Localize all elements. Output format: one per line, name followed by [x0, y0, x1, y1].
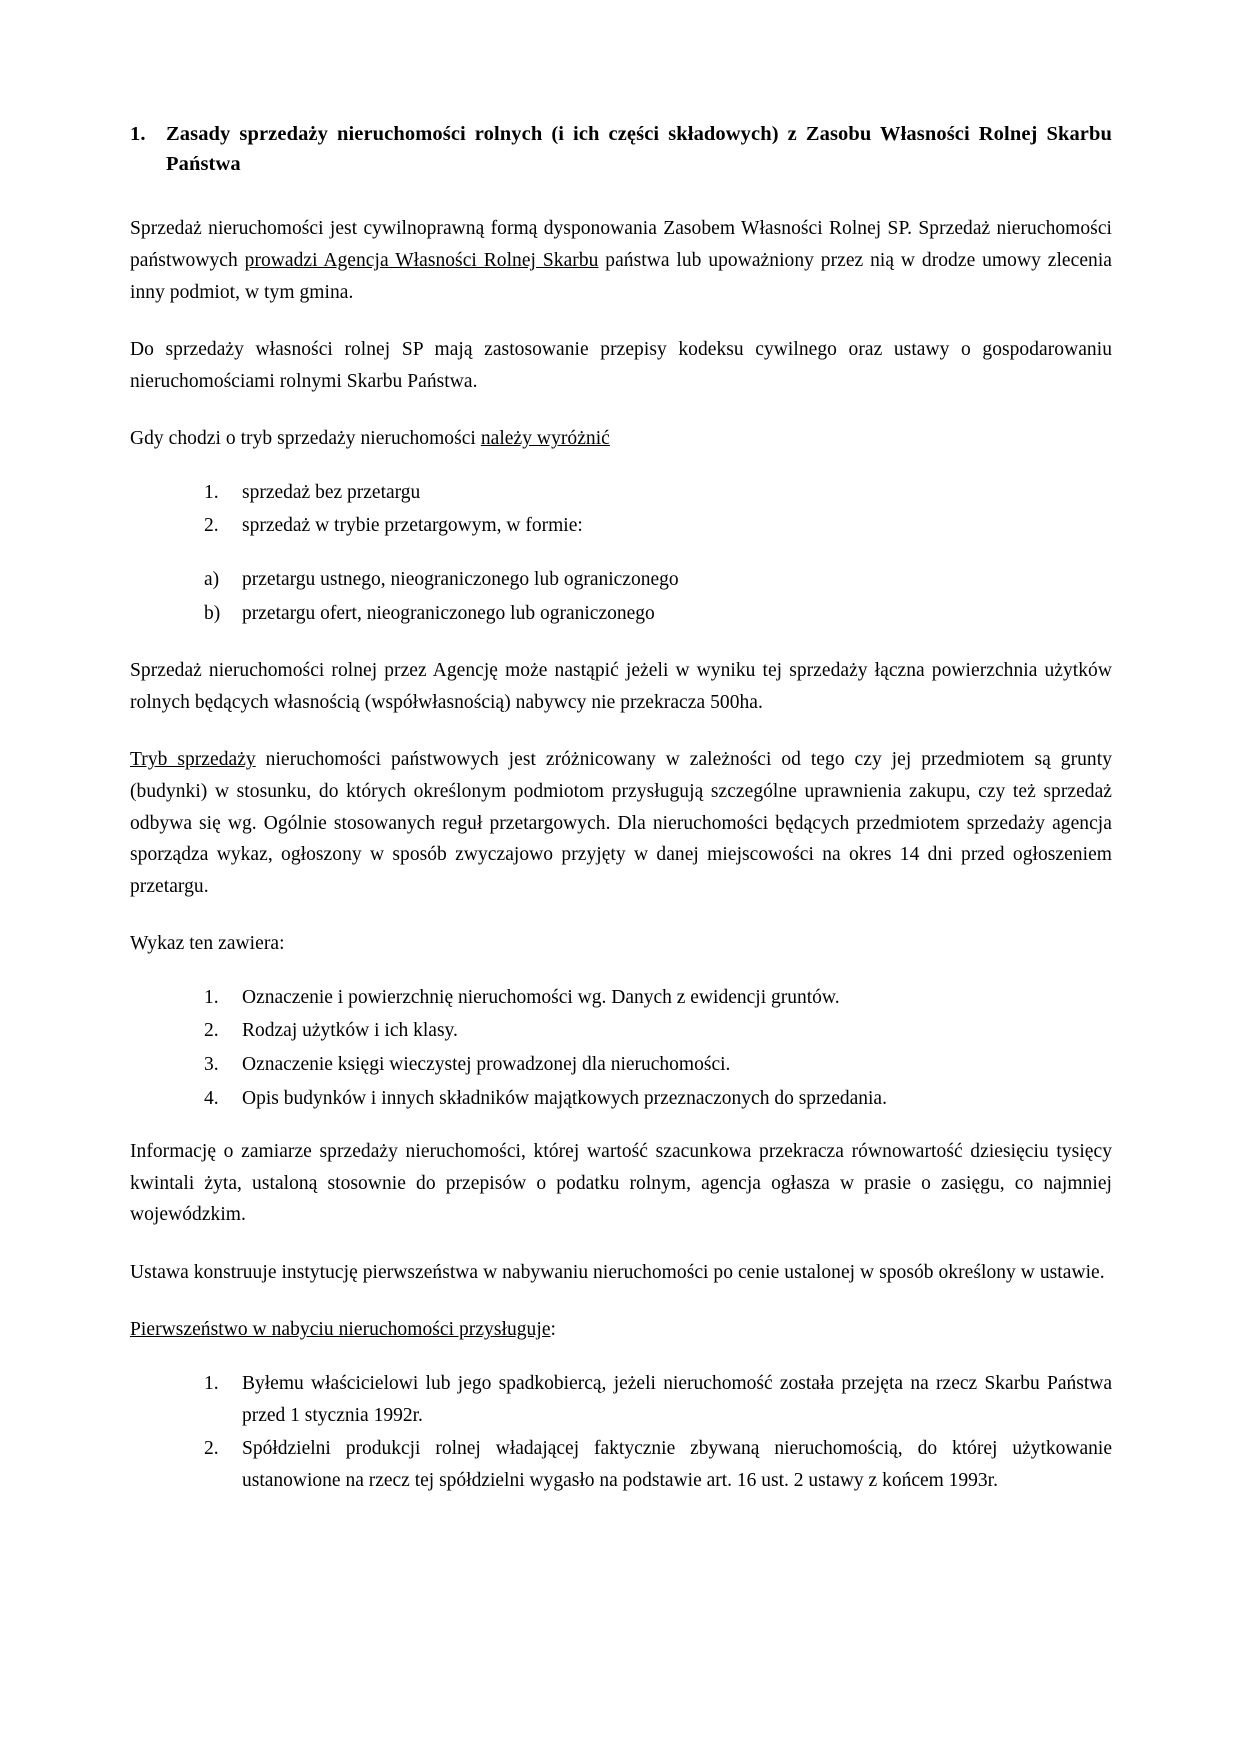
- list-item: przetargu ustnego, nieograniczonego lub ograniczonego: [242, 569, 679, 591]
- list-item: Rodzaj użytków i ich klasy.: [242, 1020, 458, 1042]
- list-pierwszenstwo: [130, 1368, 1112, 1496]
- page-title: [130, 120, 1112, 179]
- page-title-number: 1.: [130, 123, 146, 145]
- paragraph-informacja-ogloszenie: Informację o zamiarze sprzedaży nieruchomości, której wartość szacunkowa przekracza równowartość dziesięciu tysięcy kwintali żyta, ustaloną stosownie do przepisów o podatku rolnym, agencja ogłasza w prasie o zasięgu, co najmniej wojewódzkim.: [130, 1141, 1112, 1226]
- paragraph-tryb-sprzedazy: [130, 744, 1112, 902]
- list-item: sprzedaż w trybie przetargowym, w formie:: [242, 515, 583, 537]
- page-title-text: Zasady sprzedaży nieruchomości rolnych (i ich części składowych) z Zasobu Własności Rolnej Skarbu Państwa: [166, 123, 1112, 175]
- paragraph-tryb-intro: [130, 423, 1112, 455]
- underlined-phrase-agencja: prowadzi Agencja Własności Rolnej Skarbu: [244, 250, 599, 272]
- list-wykaz-zawiera: [130, 982, 1112, 1114]
- paragraph-500ha: Sprzedaż nieruchomości rolnej przez Agencję może nastąpić jeżeli w wyniku tej sprzedaży łączna powierzchnia użytków rolnych będących własnością (współwłasnością) nabywcy nie przekracza 500ha.: [130, 660, 1112, 713]
- underlined-phrase-pierwszenstwo: Pierwszeństwo w nabyciu nieruchomości przysługuje: [130, 1319, 551, 1341]
- list-item: sprzedaż bez przetargu: [242, 481, 421, 503]
- list-item: Oznaczenie i powierzchnię nieruchomości wg. Danych z ewidencji gruntów.: [242, 986, 840, 1008]
- underlined-phrase-tryb-sprzedazy: Tryb sprzedaży: [130, 749, 256, 771]
- list-item: przetargu ofert, nieograniczonego lub ograniczonego: [242, 602, 655, 624]
- paragraph-wykaz-intro: Wykaz ten zawiera:: [130, 933, 285, 955]
- paragraph-sprzedaz-intro: [130, 213, 1112, 308]
- list-formy-przetargu: [130, 564, 1112, 629]
- paragraph-text-cont: nieruchomości państwowych jest zróżnicowany w zależności od tego czy jej przedmiotem są grunty (budynki) w stosunku, do których określonym podmiotom przysługują szczególne uprawnienia zakupu, czy też sprzedaż odbywa się wg. Ogólnie stosowanych reguł przetargowych. Dla nieruchomości będących przedmiotem sprzedaży agencja sporządza wykaz, ogłoszony w sposób zwyczajowo przyjęty w danej miejscowości na okres 14 dni przed ogłoszeniem przetargu.: [130, 749, 1112, 897]
- paragraph-text: Sprzedaż nieruchomości jest cywilnoprawną formą dysponowania Zasobem Własności Rolnej SP. Sprzedaż nieruchomości państwowych: [130, 218, 1112, 272]
- list-item: Oznaczenie księgi wieczystej prowadzonej dla nieruchomości.: [242, 1054, 731, 1075]
- underlined-phrase-wyroznic: należy wyróżnić: [480, 428, 610, 450]
- paragraph-text: Gdy chodzi o tryb sprzedaży nieruchomości: [130, 428, 481, 450]
- paragraph-przepisy: Do sprzedaży własności rolnej SP mają zastosowanie przepisy kodeksu cywilnego oraz ustawy o gospodarowaniu nieruchomościami rolnymi Skarbu Państwa.: [130, 339, 1112, 392]
- paragraph-text-cont: :: [550, 1319, 556, 1341]
- paragraph-ustawa-pierwszenstwo: Ustawa konstruuje instytucję pierwszeństwa w nabywaniu nieruchomości po cenie ustalonej w sposób określony w ustawie.: [130, 1261, 1105, 1283]
- paragraph-pierwszenstwo-intro: [130, 1314, 1112, 1346]
- list-item: Opis budynków i innych składników majątkowych przeznaczonych do sprzedania.: [242, 1087, 887, 1109]
- paragraph-text-cont: państwa lub upoważniony przez nią w drodze umowy zlecenia inny podmiot, w tym gmina.: [130, 250, 1112, 303]
- list-item: Spółdzielni produkcji rolnej władającej faktycznie zbywaną nieruchomością, do której użytkowanie ustanowione na rzecz tej spółdzielni wygasło na podstawie art. 16 ust. 2 ustawy z końcem 1993r.: [242, 1438, 1112, 1491]
- list-tryb-sprzedazy: [130, 477, 1112, 542]
- list-item: Byłemu właścicielowi lub jego spadkobiercą, jeżeli nieruchomość została przejęta na rzecz Skarbu Państwa przed 1 stycznia 1992r.: [242, 1373, 1112, 1426]
